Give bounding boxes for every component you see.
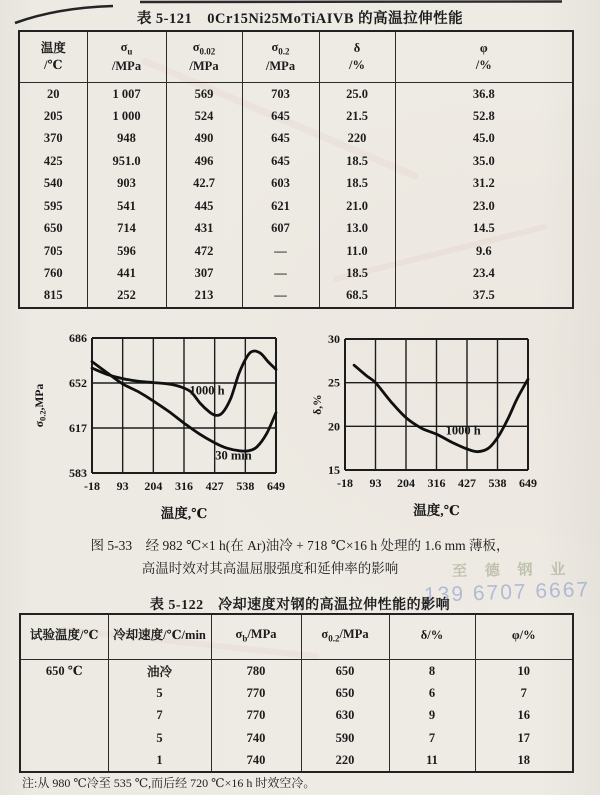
y-tick-label: 583 [69, 466, 87, 480]
table-row [19, 263, 573, 286]
header-row [19, 31, 573, 83]
x-tick-label: 538 [488, 476, 507, 490]
header-cell [19, 31, 87, 83]
y-tick-label: 15 [328, 463, 340, 477]
x-tick-label: 649 [267, 479, 285, 493]
table-cell: 650 ℃ [20, 660, 108, 683]
table-row [19, 83, 573, 106]
header-unit: /MPa [111, 59, 142, 74]
x-tick-label: 538 [236, 479, 255, 493]
table-cell: 45.0 [395, 128, 573, 151]
series-label: 30 min [215, 448, 252, 463]
table-cell: 42.7 [166, 173, 242, 196]
table-cell: 36.8 [395, 83, 573, 106]
table-cell: 541 [87, 195, 166, 218]
table-row [20, 750, 573, 773]
x-axis-label: 温度,℃ [160, 506, 208, 521]
table-cell: 815 [19, 285, 87, 308]
table-cell: 703 [242, 83, 319, 106]
header-symbol: φ/% [511, 628, 536, 642]
table2-title: 表 5-122 冷却速度对钢的高温拉伸性能的影响 [149, 598, 451, 613]
watermark-company: 至 德 钢 业 [451, 561, 573, 581]
table-row [19, 195, 573, 218]
table-cell: 205 [19, 105, 87, 128]
y-tick-label: 30 [328, 332, 340, 346]
header-cell [166, 31, 242, 83]
y-tick-label: 617 [69, 421, 87, 435]
table-cell: 9 [389, 705, 475, 728]
header-symbol: $\sigma_{0.2}$/MPa [321, 626, 369, 644]
table-cell: — [242, 240, 319, 263]
table-cell [20, 705, 108, 728]
y-axis-label: $\sigma_{0.2},MPa$ [34, 383, 48, 428]
table-cell: 603 [242, 173, 319, 196]
table-cell: 445 [166, 195, 242, 218]
y-tick-label: 25 [328, 375, 340, 390]
subscript: 0.02 [199, 46, 216, 57]
series-curve [354, 365, 528, 452]
table-cell: 11.0 [319, 240, 395, 263]
table-row [19, 150, 573, 173]
table-cell: 770 [211, 682, 301, 705]
header-row [20, 614, 573, 660]
table-cell: 714 [87, 218, 166, 241]
table-row [19, 285, 573, 308]
table-cell: 5 [108, 727, 211, 750]
header-cell [211, 614, 301, 660]
header-symbol: 温度 [40, 41, 66, 56]
header-cell [87, 31, 166, 83]
x-tick-label: 316 [175, 479, 193, 493]
header-symbol: $\sigma_{0.2}$ [271, 39, 290, 57]
table-cell: 10 [475, 660, 573, 683]
table-cell: 252 [87, 285, 166, 308]
header-cell [475, 614, 573, 660]
table-cell: 21.5 [319, 105, 395, 128]
table2 [19, 613, 574, 773]
header-symbol: $\sigma_b$/MPa [235, 626, 277, 644]
table-cell: 595 [19, 195, 87, 218]
table-cell: 472 [166, 240, 242, 263]
table-cell: 645 [242, 105, 319, 128]
subscript: 0.2 [328, 633, 340, 644]
x-tick-label: -18 [84, 479, 100, 493]
elongation-chart [308, 326, 558, 526]
table-row [20, 727, 573, 750]
table-cell [20, 750, 108, 773]
table-cell: 11 [389, 750, 475, 773]
table-cell: 1 [108, 750, 211, 773]
table-cell: 903 [87, 173, 166, 196]
header-cell [319, 31, 395, 83]
header-cell [20, 614, 108, 660]
table-cell: 7 [475, 682, 573, 705]
table-cell: 16 [475, 705, 573, 728]
table-cell: 油冷 [108, 660, 211, 683]
table-cell: 948 [87, 128, 166, 151]
header-symbol: $\sigma_u$ [120, 39, 133, 57]
header-symbol: 冷却速度/℃/min [113, 628, 206, 642]
table-cell: 21.0 [319, 195, 395, 218]
header-symbol: $\sigma_{0.02}$ [192, 39, 216, 57]
header-cell [242, 31, 319, 83]
table-cell: 569 [166, 83, 242, 106]
table-cell: 650 [301, 660, 389, 683]
subscript: b [242, 633, 248, 644]
table-cell [20, 727, 108, 750]
table-cell: 425 [19, 150, 87, 173]
table-cell: 8 [389, 660, 475, 683]
header-symbol: 试验温度/℃ [30, 628, 99, 642]
table-cell: 740 [211, 750, 301, 773]
table-cell: 68.5 [319, 285, 395, 308]
table-cell: 20 [19, 83, 87, 106]
table-cell: 31.2 [395, 173, 573, 196]
header-cell [389, 614, 475, 660]
table-cell: 760 [19, 263, 87, 286]
table-row [19, 105, 573, 128]
table-cell: 6 [389, 682, 475, 705]
table-cell: 17 [475, 727, 573, 750]
yield-strength-chart [30, 326, 295, 526]
table-cell: 9.6 [395, 240, 573, 263]
table-cell: 52.8 [395, 105, 573, 128]
series-label: 1000 h [189, 383, 225, 398]
figure-caption-line2: 高温时效对其高温屈服强度和延伸率的影响 [141, 561, 399, 576]
table-cell: 7 [389, 727, 475, 750]
table-cell: 496 [166, 150, 242, 173]
table-cell: 370 [19, 128, 87, 151]
table-cell: 18.5 [319, 150, 395, 173]
table-row [20, 705, 573, 728]
table-cell: 596 [87, 240, 166, 263]
x-tick-label: -18 [337, 476, 353, 490]
table-cell: 780 [211, 660, 301, 683]
x-tick-label: 93 [369, 476, 382, 490]
table-cell: 645 [242, 128, 319, 151]
table-cell: 23.0 [395, 195, 573, 218]
y-tick-label: 652 [69, 376, 87, 390]
table-cell: 220 [301, 750, 389, 773]
y-tick-label: 20 [328, 419, 340, 434]
table-cell: 540 [19, 173, 87, 196]
table-cell: 705 [19, 240, 87, 263]
header-unit: /% [475, 58, 492, 73]
table-cell: 213 [166, 285, 242, 308]
header-unit: /℃ [44, 58, 63, 73]
table-row [20, 682, 573, 705]
table-cell: 5 [108, 682, 211, 705]
header-cell [301, 614, 389, 660]
table-row [19, 128, 573, 151]
table-cell: 951.0 [87, 150, 166, 173]
table-cell: 1 007 [87, 83, 166, 106]
x-tick-label: 649 [519, 476, 537, 490]
table-cell: 607 [242, 218, 319, 241]
x-tick-label: 316 [427, 476, 446, 490]
x-tick-label: 93 [116, 479, 129, 493]
table-cell: 7 [108, 705, 211, 728]
table-cell: 14.5 [395, 218, 573, 241]
table-cell: 220 [319, 128, 395, 151]
table-cell: 590 [301, 727, 389, 750]
table-cell: 621 [242, 195, 319, 218]
watermark-phone: 139 6707 6667 [423, 578, 591, 607]
table-cell: 18 [475, 750, 573, 773]
table-cell: 1 000 [87, 105, 166, 128]
table-cell: 740 [211, 727, 301, 750]
y-axis-label: δ,% [312, 394, 324, 415]
table1 [18, 30, 574, 309]
table-cell: 23.4 [395, 263, 573, 286]
table1-title: 表 5-121 0Cr15Ni25MoTiAIVB 的高温拉伸性能 [136, 11, 464, 27]
table-cell: — [242, 263, 319, 286]
header-unit: /MPa [189, 59, 219, 74]
x-tick-label: 204 [144, 479, 163, 493]
table-cell: 490 [166, 128, 242, 151]
table-cell: 650 [19, 218, 87, 241]
page-edge-line [140, 2, 562, 3]
header-symbol: φ [479, 41, 488, 56]
table-cell: 25.0 [319, 83, 395, 106]
header-symbol: δ [353, 41, 361, 56]
table-row [19, 240, 573, 263]
subscript: 0.2 [278, 46, 290, 57]
table-cell: 770 [211, 705, 301, 728]
table-row [20, 660, 573, 683]
table-cell: 35.0 [395, 150, 573, 173]
table-row [19, 173, 573, 196]
header-unit: /% [349, 58, 365, 73]
table-cell: 524 [166, 105, 242, 128]
table-cell: 307 [166, 263, 242, 286]
table-cell: 630 [301, 705, 389, 728]
table-cell: 18.5 [319, 173, 395, 196]
header-unit: /MPa [265, 59, 296, 74]
table-cell: 645 [242, 150, 319, 173]
y-tick-label: 686 [69, 331, 87, 345]
x-axis-label: 温度,℃ [413, 503, 460, 518]
table-cell: 13.0 [319, 218, 395, 241]
table-cell: 650 [301, 682, 389, 705]
header-symbol: δ/% [420, 628, 444, 642]
table-cell [20, 682, 108, 705]
header-cell [395, 31, 573, 83]
table-cell: 37.5 [395, 285, 573, 308]
x-tick-label: 427 [458, 476, 476, 490]
figure-caption-line1: 图 5-33 经 982 ℃×1 h(在 Ar)油冷 + 718 ℃×16 h 处理的 1.6 mm 薄板， [90, 538, 510, 553]
series-label: 1000 h [445, 423, 481, 438]
x-tick-label: 204 [397, 476, 415, 490]
subscript: u [127, 46, 133, 57]
table-cell: — [242, 285, 319, 308]
table-cell: 18.5 [319, 263, 395, 286]
header-cell [108, 614, 211, 660]
x-tick-label: 427 [205, 479, 224, 493]
footnote: 注:从 980 ℃冷至 535 ℃,而后经 720 ℃×16 h 时效空冷。 [22, 776, 316, 790]
table-row [19, 218, 573, 241]
table-cell: 431 [166, 218, 242, 241]
table-cell: 441 [87, 263, 166, 286]
